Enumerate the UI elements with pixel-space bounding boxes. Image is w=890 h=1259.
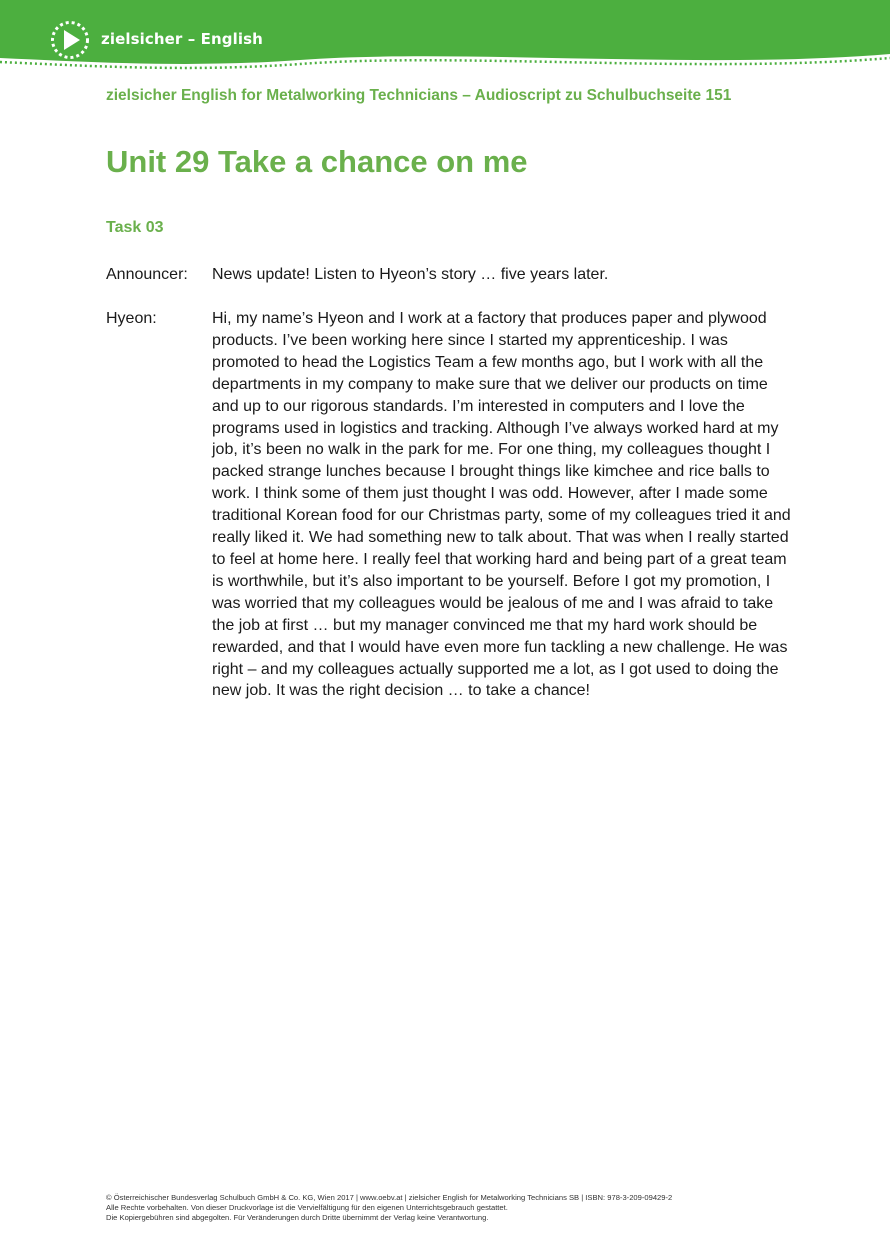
speaker-name: Hyeon:: [106, 310, 157, 327]
footer-line: Alle Rechte vorbehalten. Von dieser Druckvorlage ist die Vervielfältigung für den eigenen Unterrichtsgebrauch gestattet.: [106, 1203, 508, 1212]
speech-text: News update! Listen to Hyeon’s story … five years later.: [212, 266, 609, 283]
speaker-name: Announcer:: [106, 266, 188, 283]
header-banner: [0, 0, 890, 80]
play-icon: [50, 20, 90, 60]
speech-text: Hi, my name’s Hyeon and I work at a factory that produces paper and plywood products. I’ve been working here since I started my apprenticeship. I was promoted to head the Logistics Team a few months ago, but I work with all the departments in my company to make sure that we deliver our products on time and up to our rigorous standards. I’m interested in computers and I love the programs used in logistics and tracking. Although I’ve always worked hard at my job, it’s been no walk in the park for me. For one thing, my colleagues thought I packed strange lunches because I brought things like kimchee and rice balls to work. I think some of them just thought I was odd. However, after I made some traditional Korean food for our Christmas party, some of my colleagues tried it and really liked it. We had something new to talk about. That was when I really started to feel at home here. I really feel that working hard and being part of a great team is worthwhile, but it’s also important to be yourself. Before I got my promotion, I was worried that my colleagues would be jealous of me and I was afraid to take the job at first … but my manager convinced me that my hard work should be rewarded, and that I would have even more fun tackling a new challenge. He was right – and my colleagues actually supported me a lot, as I got used to doing the new job. It was the right decision … to take a chance!: [212, 310, 791, 700]
footer-line: © Österreichischer Bundesverlag Schulbuch GmbH & Co. KG, Wien 2017 | www.oebv.at | zielsicher English for Metalworking Technicians SB | ISBN: 978-3-209-09429-2: [106, 1193, 673, 1202]
brand-name: zielsicher – English: [101, 30, 263, 48]
footer-line: Die Kopiergebühren sind abgegolten. Für Veränderungen durch Dritte übernimmt der Verlag keine Verantwortung.: [106, 1213, 489, 1222]
page-title: Unit 29 Take a chance on me: [106, 144, 528, 179]
task-label: Task 03: [106, 219, 164, 236]
document-header: zielsicher English for Metalworking Technicians – Audioscript zu Schulbuchseite 151: [106, 87, 732, 104]
copyright-footer: [106, 1193, 806, 1223]
